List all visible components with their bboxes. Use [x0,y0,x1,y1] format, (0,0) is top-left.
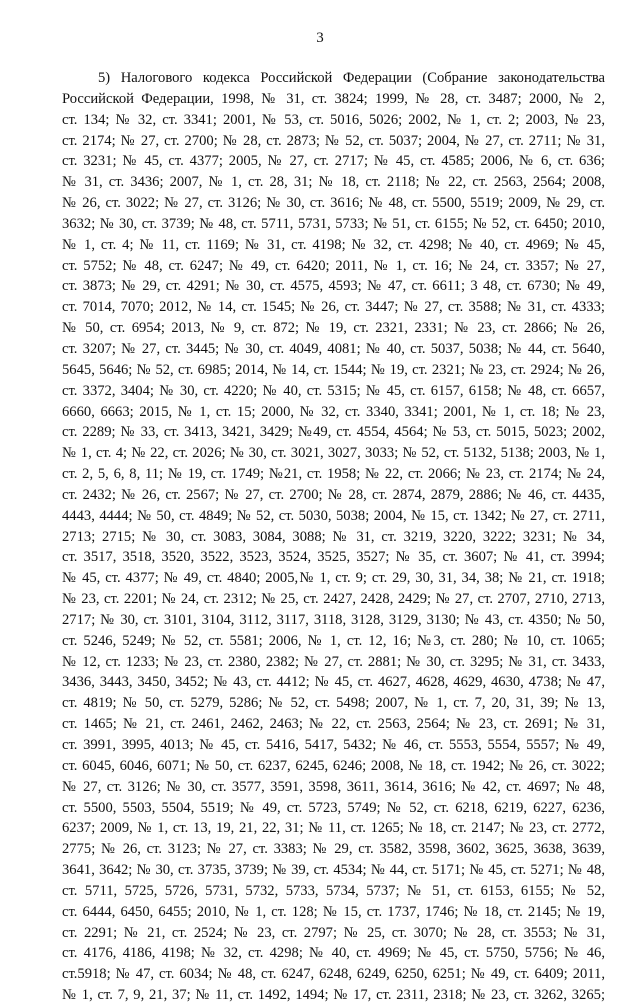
paragraph-line: 5645, 5646; № 52, ст. 6985; 2014, № 14, ст. 1544; № 19, ст. 2321; № 23, ст. 2924; № 26, [62,361,605,378]
paragraph-line: 3632; № 30, ст. 3739; № 48, ст. 5711, 5731, 5733; № 51, ст. 6155; № 52, ст. 6450; 2010, [62,215,605,232]
paragraph-line: № 1, ст. 7, 9, 21, 37; № 11, ст. 1492, 1494; № 17, ст. 2311, 2318; № 23, ст. 3262, 3265; [62,987,605,1004]
paragraph-line: ст. 3231; № 45, ст. 4377; 2005, № 27, ст. 2717; № 45, ст. 4585; 2006, № 6, ст. 636; [62,153,605,170]
paragraph-line: ст. 3372, 3404; № 30, ст. 4220; № 40, ст. 5315; № 45, ст. 6157, 6158; № 48, ст. 6657, [62,382,605,399]
paragraph-line: 2713; 2715; № 30, ст. 3083, 3084, 3088; № 31, ст. 3219, 3220, 3222; 3231; № 34, [62,528,605,545]
paragraph-line: 5) Налогового кодекса Российской Федерации (Собрание законодательства [98,70,605,86]
paragraph-line: ст. 2289; № 33, ст. 3413, 3421, 3429; №49, ст. 4554, 4564; № 53, ст. 5015, 5023; 2002, [62,424,605,441]
paragraph-line: ст. 2432; № 26, ст. 2567; № 27, ст. 2700; № 28, ст. 2874, 2879, 2886; № 46, ст. 4435, [62,486,605,503]
paragraph-line: ст. 4819; № 50, ст. 5279, 5286; № 52, ст. 5498; 2007, № 1, ст. 7, 20, 31, 39; № 13, [62,695,605,712]
paragraph-line: № 45, ст. 4377; № 49, ст. 4840; 2005,№ 1, ст. 9; ст. 29, 30, 31, 34, 38; № 21, ст. 1918; [62,570,605,587]
paragraph-line: 3641, 3642; № 30, ст. 3735, 3739; № 39, ст. 4534; № 44, ст. 5171; № 45, ст. 5271; № 48, [62,862,605,879]
paragraph-line: № 23, ст. 2201; № 24, ст. 2312; № 25, ст. 2427, 2428, 2429; № 27, ст. 2707, 2710, 2713, [62,591,605,608]
paragraph-line: ст. 4176, 4186, 4198; № 32, ст. 4298; № 40, ст. 4969; № 45, ст. 5750, 5756; № 46, [62,945,605,962]
paragraph-line: ст. 3517, 3518, 3520, 3522, 3523, 3524, 3525, 3527; № 35, ст. 3607; № 41, ст. 3994; [62,549,605,566]
paragraph-line: ст. 134; № 32, ст. 3341; 2001, № 53, ст. 5016, 5026; 2002, № 1, ст. 2; 2003, № 23, [62,111,605,128]
paragraph-line: ст. 2, 5, 6, 8, 11; № 19, ст. 1749; №21, ст. 1958; № 22, ст. 2066; № 23, ст. 2174; № 24, [62,466,605,483]
paragraph-line: ст. 5752; № 48, ст. 6247; № 49, ст. 6420; 2011, № 1, ст. 16; № 24, ст. 3357; № 27, [62,257,605,274]
paragraph-line: ст. 7014, 7070; 2012, № 14, ст. 1545; № 26, ст. 3447; № 27, ст. 3588; № 31, ст. 4333; [62,299,605,316]
paragraph-line: ст. 5500, 5503, 5504, 5519; № 49, ст. 5723, 5749; № 52, ст. 6218, 6219, 6227, 6236, [62,799,605,816]
paragraph-line: № 50, ст. 6954; 2013, № 9, ст. 872; № 19, ст. 2321, 2331; № 23, ст. 2866; № 26, [62,320,605,337]
paragraph-line: № 1, ст. 4; № 11, ст. 1169; № 31, ст. 4198; № 32, ст. 4298; № 40, ст. 4969; № 45, [62,236,605,253]
paragraph-line: ст. 5246, 5249; № 52, ст. 5581; 2006, № 1, ст. 12, 16; №3, ст. 280; № 10, ст. 1065; [62,632,605,649]
paragraph-line: 2775; № 26, ст. 3123; № 27, ст. 3383; № 29, ст. 3582, 3598, 3602, 3625, 3638, 3639, [62,841,605,858]
paragraph-line: 3436, 3443, 3450, 3452; № 43, ст. 4412; № 45, ст. 4627, 4628, 4629, 4630, 4738; № 47, [62,674,605,691]
paragraph-line: ст. 2291; № 21, ст. 2524; № 23, ст. 2797; № 25, ст. 3070; № 28, ст. 3553; № 31, [62,924,605,941]
paragraph-line: № 12, ст. 1233; № 23, ст. 2380, 2382; № 27, ст. 2881; № 30, ст. 3295; № 31, ст. 3433, [62,653,605,670]
paragraph-line: ст. 2174; № 27, ст. 2700; № 28, ст. 2873; № 52, ст. 5037; 2004, № 27, ст. 2711; № 31, [62,132,605,149]
paragraph-line: 4443, 4444; № 50, ст. 4849; № 52, ст. 5030, 5038; 2004, № 15, ст. 1342; № 27, ст. 2711, [62,507,605,524]
paragraph-line: ст. 6444, 6450, 6455; 2010, № 1, ст. 128; № 15, ст. 1737, 1746; № 18, ст. 2145; № 19, [62,903,605,920]
paragraph-line: ст. 3873; № 29, ст. 4291; № 30, ст. 4575, 4593; № 47, ст. 6611; 3 48, ст. 6730; № 49, [62,278,605,295]
paragraph-line: 6660, 6663; 2015, № 1, ст. 15; 2000, № 32, ст. 3340, 3341; 2001, № 1, ст. 18; № 23, [62,403,605,420]
paragraph-line: 2717; № 30, ст. 3101, 3104, 3112, 3117, 3118, 3128, 3129, 3130; № 43, ст. 4350; № 50, [62,611,605,628]
paragraph-line: ст. 5711, 5725, 5726, 5731, 5732, 5733, 5734, 5737; № 51, ст. 6153, 6155; № 52, [62,882,605,899]
paragraph-line: 6237; 2009, № 1, ст. 13, 19, 21, 22, 31; № 11, ст. 1265; № 18, ст. 2147; № 23, ст. 2772, [62,820,605,837]
paragraph-line: № 26, ст. 3022; № 27, ст. 3126; № 30, ст. 3616; № 48, ст. 5500, 5519; 2009, № 29, ст. [62,195,605,212]
legal-paragraph [62,68,605,1006]
paragraph-line: ст. 6045, 6046, 6071; № 50, ст. 6237, 6245, 6246; 2008, № 18, ст. 1942; № 26, ст. 3022; [62,757,605,774]
paragraph-line: № 1, ст. 4; № 22, ст. 2026; № 30, ст. 3021, 3027, 3033; № 52, ст. 5132, 5138; 2003, № 1, [62,445,605,462]
paragraph-line: ст. 3207; № 27, ст. 3445; № 30, ст. 4049, 4081; № 40, ст. 5037, 5038; № 44, ст. 5640, [62,340,605,357]
paragraph-line: ст.5918; № 47, ст. 6034; № 48, ст. 6247, 6248, 6249, 6250, 6251; № 49, ст. 6409; 2011, [62,966,605,983]
paragraph-line: № 27, ст. 3126; № 30, ст. 3577, 3591, 3598, 3611, 3614, 3616; № 42, ст. 4697; № 48, [62,778,605,795]
paragraph-line: № 31, ст. 3436; 2007, № 1, ст. 28, 31; № 18, ст. 2118; № 22, ст. 2563, 2564; 2008, [62,174,605,191]
page-number: 3 [316,30,324,46]
paragraph-line: ст. 3991, 3995, 4013; № 45, ст. 5416, 5417, 5432; № 46, ст. 5553, 5554, 5557; № 49, [62,737,605,753]
paragraph-line: Российской Федерации, 1998, № 31, ст. 3824; 1999, № 28, ст. 3487; 2000, № 2, [62,90,605,107]
paragraph-line: ст. 1465; № 21, ст. 2461, 2462, 2463; № 22, ст. 2563, 2564; № 23, ст. 2691; № 31, [62,716,605,733]
